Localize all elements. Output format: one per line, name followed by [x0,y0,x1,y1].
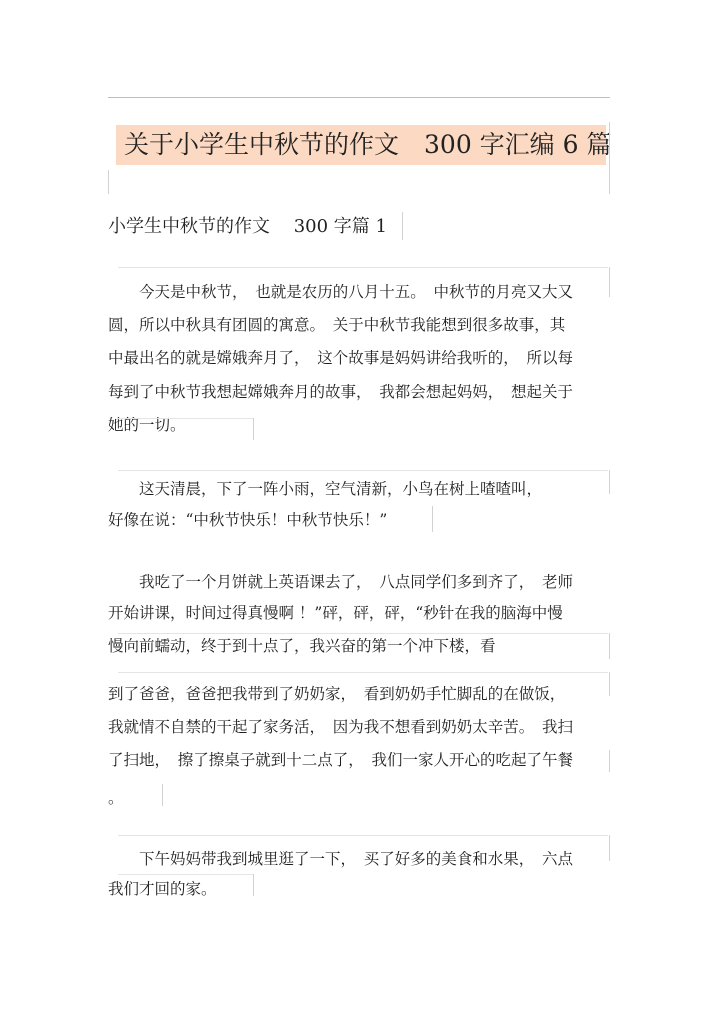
paragraph-frame-line [609,835,610,861]
paragraph-frame-line [609,470,610,494]
paragraph-line: 慢向前蠕动，终于到十点了，我兴奋的第一个冲下楼，看 [108,637,496,655]
paragraph-frame-line [609,750,610,772]
paragraph-frame-line [118,418,254,419]
paragraph-line: 今天是中秋节， 也就是农历的八月十五。 中秋节的月亮又大又 [108,283,574,301]
paragraph-frame-line [609,633,610,659]
paragraph-line: 圆，所以中秋具有团圆的寓意。 关于中秋节我能想到很多故事，其 [108,316,566,334]
paragraph-frame-line [118,874,254,875]
paragraph-frame-line [253,418,254,440]
document-title: 关于小学生中秋节的作文 300 字汇编 6 篇 [124,130,612,159]
header-rule [108,97,610,98]
section-heading: 小学生中秋节的作文 300 字篇 1 [108,216,387,237]
heading-frame-line [402,212,403,240]
paragraph-line: 中最出名的就是嫦娥奔月了， 这个故事是妈妈讲给我听的， 所以每 [108,349,574,367]
paragraph-frame-line [118,267,608,268]
paragraph-frame-line [609,672,610,696]
paragraph-line: 我们才回的家。 [108,880,217,898]
paragraph-frame-line [162,784,163,806]
paragraph-frame-line [118,672,608,673]
paragraph-line: 好像在说：“中秋节快乐！中秋节快乐！” [108,511,388,529]
paragraph-frame-line [118,633,608,634]
paragraph-line: 这天清晨，下了一阵小雨，空气清新，小鸟在树上喳喳叫， [108,480,543,498]
paragraph-line: 了扫地， 擦了擦桌子就到十二点了， 我们一家人开心的吃起了午餐 [108,751,574,769]
paragraph-line: 每到了中秋节我想起嫦娥奔月的故事， 我都会想起妈妈， 想起关于 [108,383,574,401]
title-frame-line [108,170,109,194]
paragraph-line: 到了爸爸，爸爸把我带到了奶奶家， 看到奶奶手忙脚乱的在做饭， [108,685,566,703]
paragraph-line: 她的一切。 [108,416,186,434]
paragraph-frame-line [253,874,254,896]
paragraph-line: 开始讲课，时间过得真慢啊 ！”砰，砰，砰，“秒针在我的脑海中慢 [108,604,563,622]
paragraph-frame-line [609,267,610,297]
paragraph-line: 下午妈妈带我到城里逛了一下， 买了好多的美食和水果， 六点 [108,850,574,868]
paragraph-frame-line [118,835,608,836]
title-frame-line [609,122,610,194]
paragraph-line: 我吃了一个月饼就上英语课去了， 八点同学们多到齐了， 老师 [108,573,574,591]
paragraph-line: 我就情不自禁的干起了家务活， 因为我不想看到奶奶太辛苦。 我扫 [108,718,574,736]
paragraph-line: 。 [108,789,124,807]
paragraph-frame-line [118,470,608,471]
paragraph-frame-line [432,506,433,532]
